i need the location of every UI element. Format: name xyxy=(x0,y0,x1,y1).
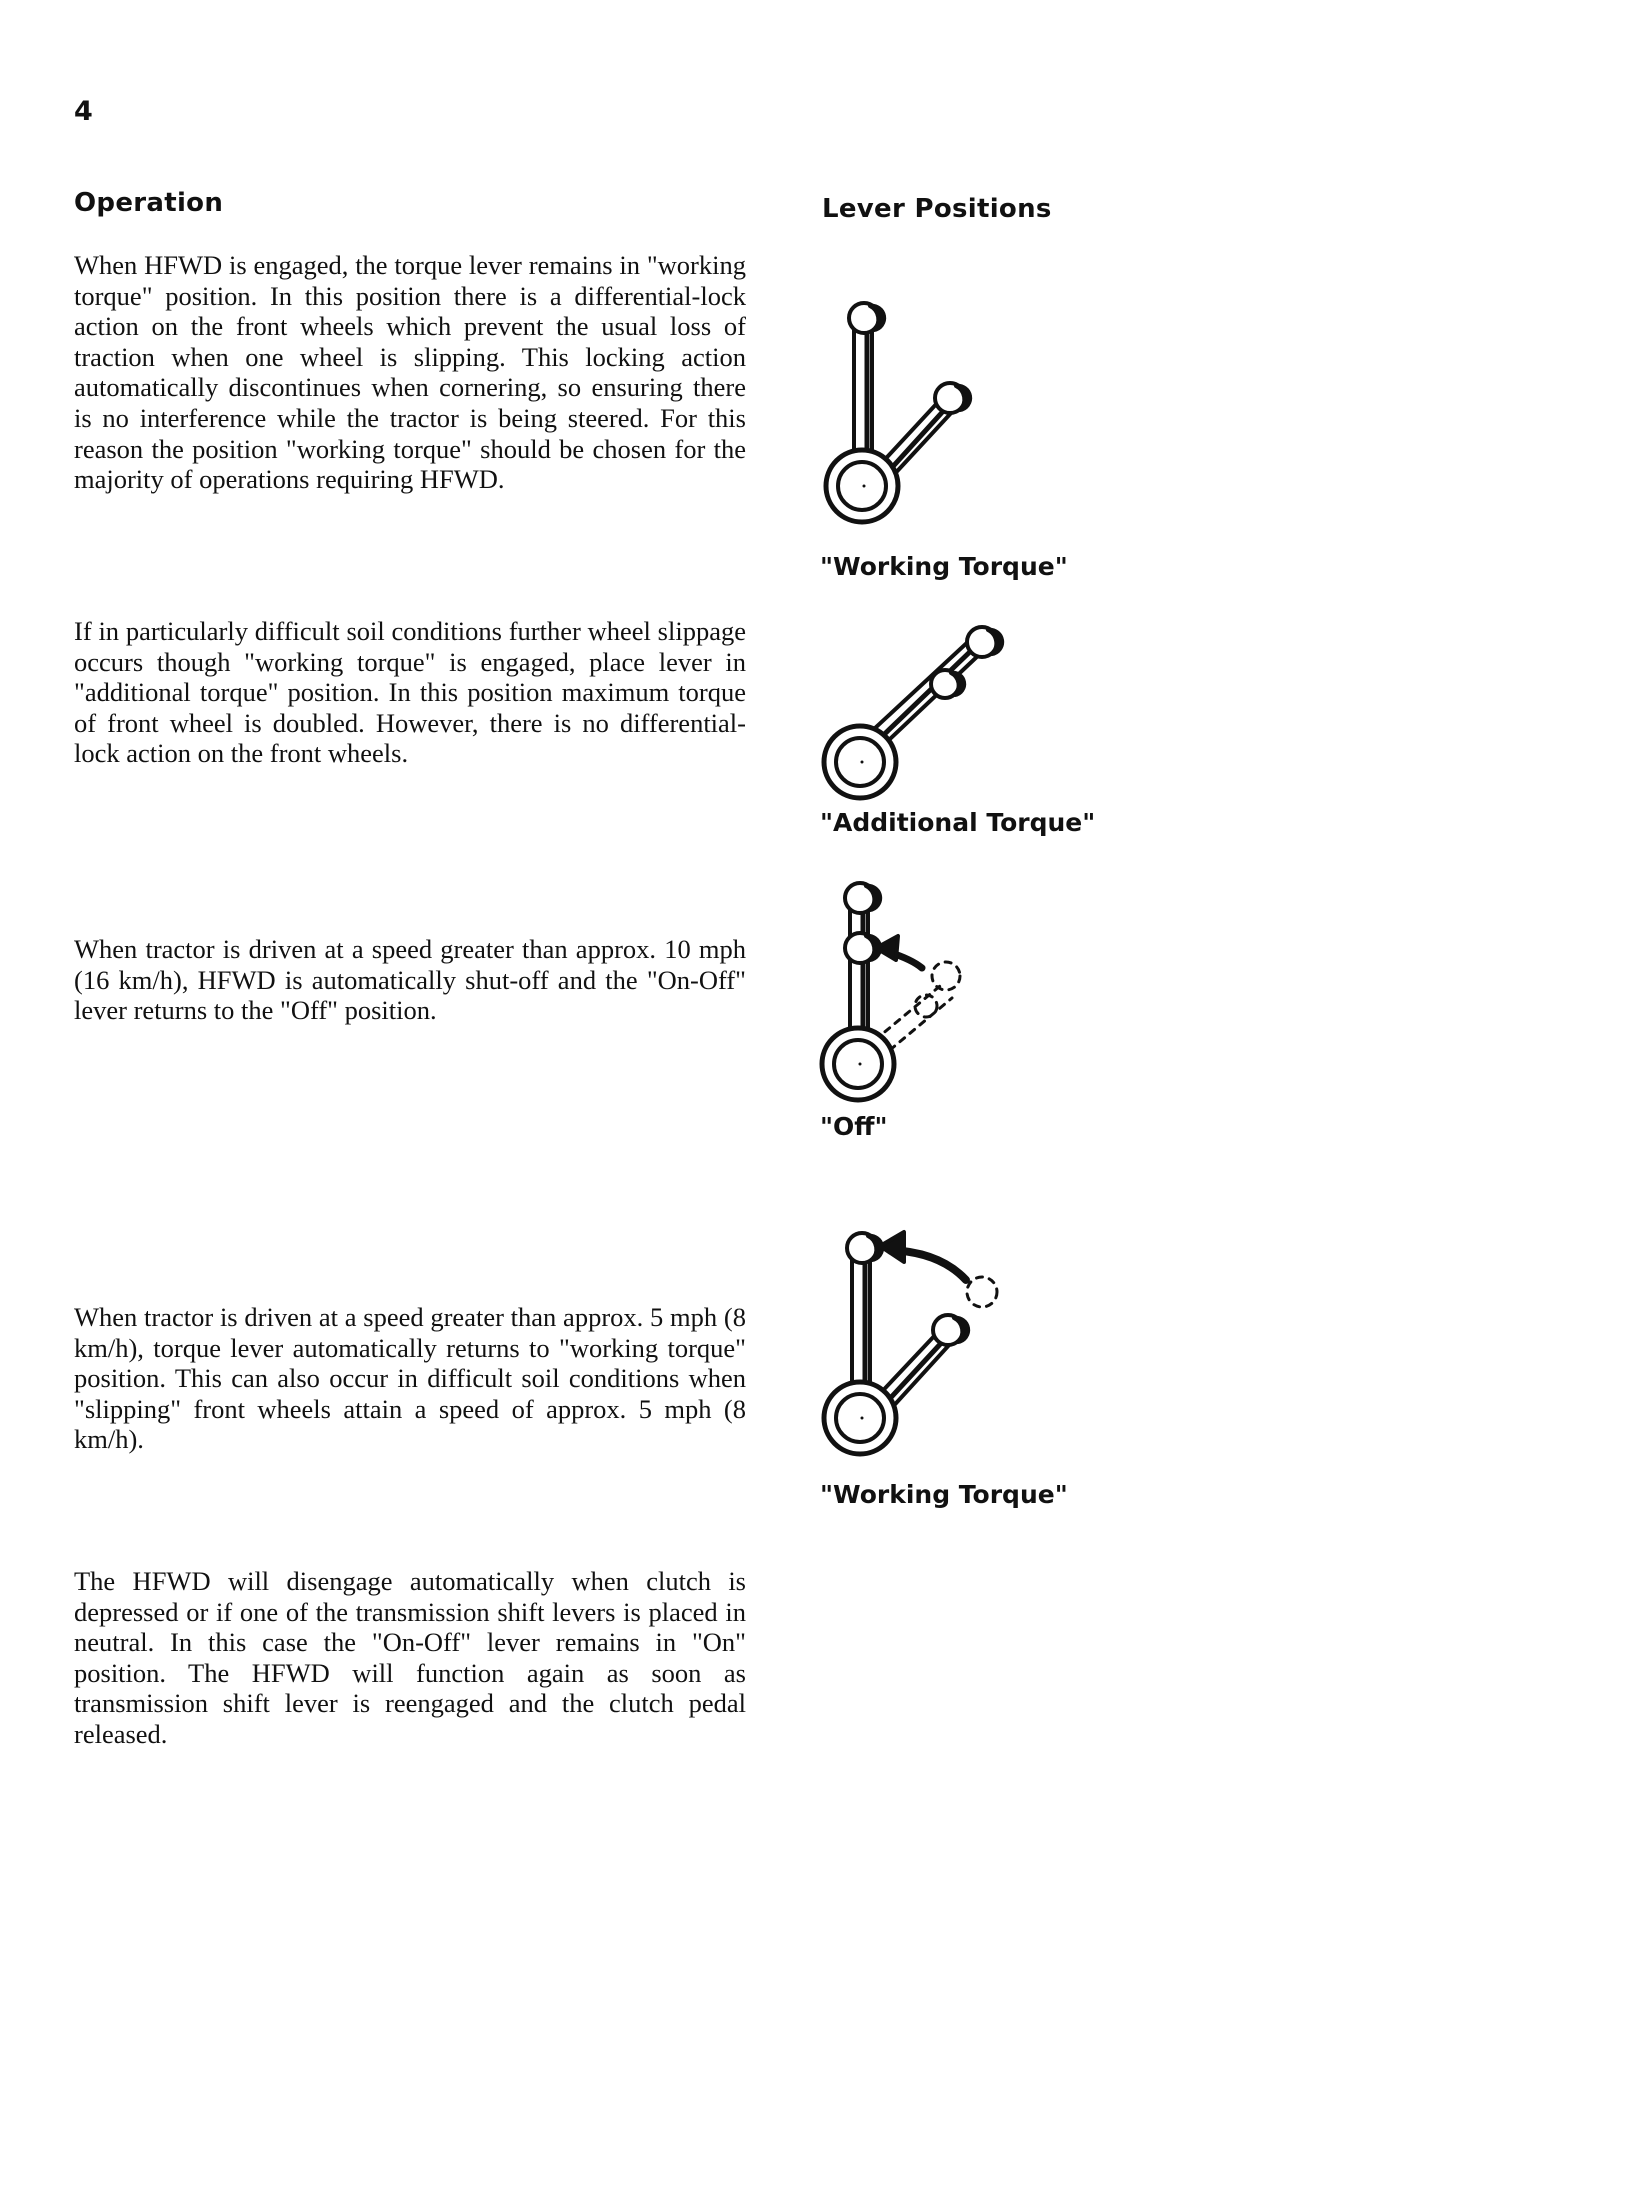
paragraph-auto-return: When tractor is driven at a speed greater than approx. 5 mph (8 km/h), torque lever automatically returns to "working torque" position. This can also occur in difficult soil conditions when "slipping" front wheels attain a speed of approx. 5 mph (8 km/h). xyxy=(74,1302,746,1455)
lever-off-icon xyxy=(800,868,1000,1108)
paragraph-auto-shutoff: When tractor is driven at a speed greater than approx. 10 mph (16 km/h), HFWD is automatically shut-off and the "On-Off" lever returns to the "Off" position. xyxy=(74,934,746,1026)
lever-return-working-torque-icon xyxy=(800,1222,1030,1472)
paragraph-clutch-disengage: The HFWD will disengage automatically when clutch is depressed or if one of the transmission shift levers is placed in neutral. In this case the "On-Off" lever remains in "On" position. The HFWD will function again as soon as transmission shift lever is reengaged and the clutch pedal released. xyxy=(74,1566,746,1749)
lever-additional-torque-icon xyxy=(800,612,1020,812)
section-heading-operation: Operation xyxy=(74,188,224,218)
paragraph-working-torque: When HFWD is engaged, the torque lever remains in "working torque" position. In this position there is a differential-lock action on the front wheels which prevent the usual loss of traction when one wheel is slipping. This locking action automatically discontinues when cornering, so ensuring there is no interference while the tractor is being steered. For this reason the position "working torque" should be chosen for the majority of operations requiring HFWD. xyxy=(74,250,746,495)
caption-working-torque: "Working Torque" xyxy=(820,552,1068,581)
page-number: 4 xyxy=(74,96,94,127)
paragraph-additional-torque: If in particularly difficult soil conditions further wheel slippage occurs though "working torque" is engaged, place lever in "additional torque" position. In this position maximum torque of front wheel is doubled. However, there is no differential-lock action on the front wheels. xyxy=(74,616,746,769)
caption-additional-torque: "Additional Torque" xyxy=(820,808,1096,837)
section-heading-lever-positions: Lever Positions xyxy=(822,194,1052,224)
caption-off: "Off" xyxy=(820,1112,888,1141)
caption-working-torque-return: "Working Torque" xyxy=(820,1480,1068,1509)
lever-working-torque-icon xyxy=(800,290,990,540)
